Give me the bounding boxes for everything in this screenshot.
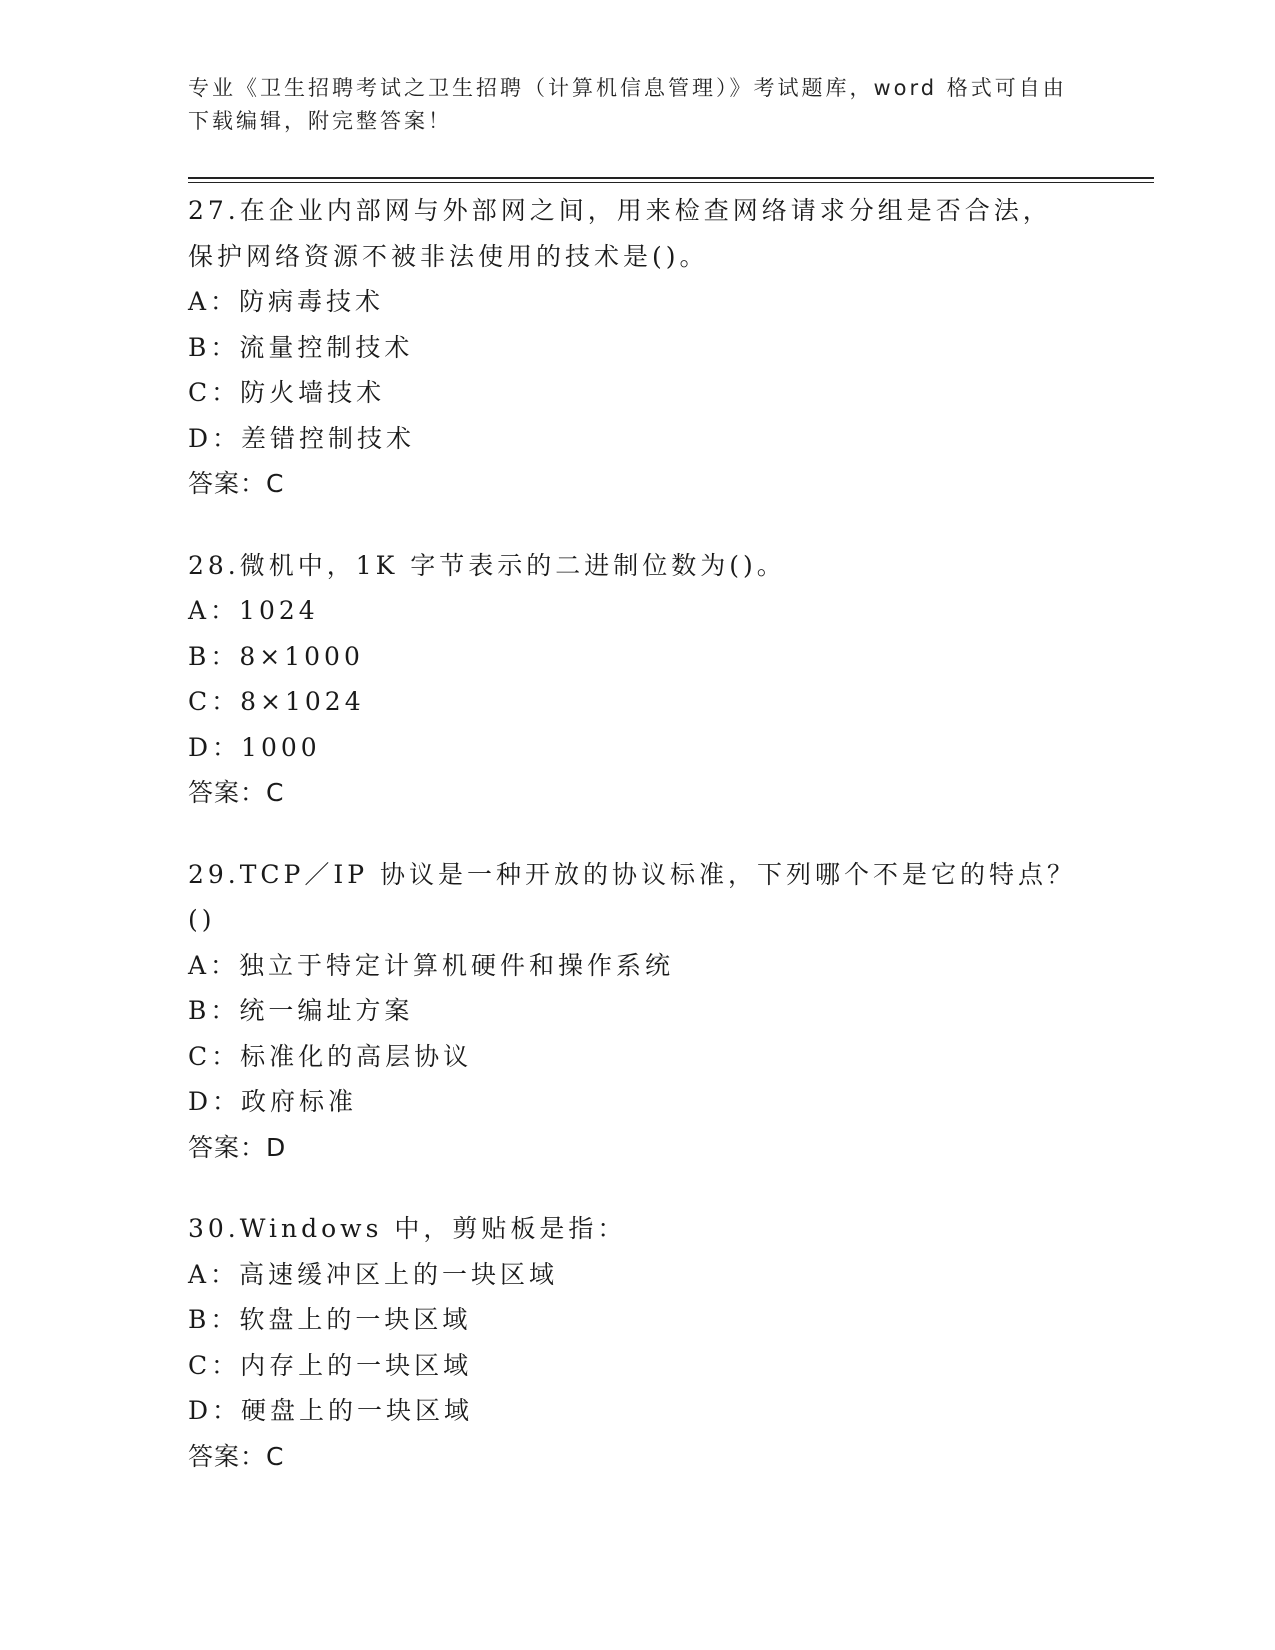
option-d: D：硬盘上的一块区域	[188, 1396, 474, 1425]
option-c: C：防火墙技术	[188, 378, 386, 407]
question-29	[188, 852, 1088, 1171]
question-27	[188, 188, 1088, 507]
option-d: D：1000	[188, 732, 321, 762]
option-d: D：差错控制技术	[188, 423, 416, 453]
answer-line: 答案：C	[188, 1441, 285, 1471]
option-d: D：政府标准	[188, 1087, 358, 1116]
option-b: B：软盘上的一块区域	[188, 1305, 472, 1334]
option-a: A：防病毒技术	[188, 287, 385, 316]
option-b: B：流量控制技术	[188, 332, 414, 362]
question-text: 28.微机中，1K 字节表示的二进制位数为()。	[188, 550, 786, 580]
option-a: A：高速缓冲区上的一块区域	[188, 1259, 559, 1289]
header-divider-thin	[188, 182, 1154, 183]
option-c: C：内存上的一块区域	[188, 1350, 473, 1380]
header-divider-thick	[188, 177, 1154, 179]
question-text: 29.TCP／IP 协议是一种开放的协议标准，下列哪个不是它的特点？()	[188, 859, 1077, 934]
answer-line: 答案：D	[188, 1132, 287, 1162]
option-c: C：8×1024	[188, 687, 365, 716]
question-28	[188, 543, 1088, 816]
question-30	[188, 1206, 1088, 1479]
option-b: B：8×1000	[188, 641, 364, 671]
document-header: 专业《卫生招聘考试之卫生招聘（计算机信息管理）》考试题库，word 格式可自由下载编辑，附完整答案！	[188, 76, 1067, 133]
answer-line: 答案：C	[188, 469, 285, 498]
question-text: 30.Windows 中，剪贴板是指：	[188, 1214, 627, 1243]
option-a: A：独立于特定计算机硬件和操作系统	[188, 950, 675, 980]
option-c: C：标准化的高层协议	[188, 1041, 473, 1071]
question-text: 27.在企业内部网与外部网之间，用来检查网络请求分组是否合法，保护网络资源不被非法使用的技术是()。	[188, 196, 1052, 271]
question-list	[188, 188, 1088, 1515]
option-a: A：1024	[188, 596, 319, 625]
answer-line: 答案：C	[188, 778, 285, 807]
option-b: B：统一编址方案	[188, 996, 414, 1025]
